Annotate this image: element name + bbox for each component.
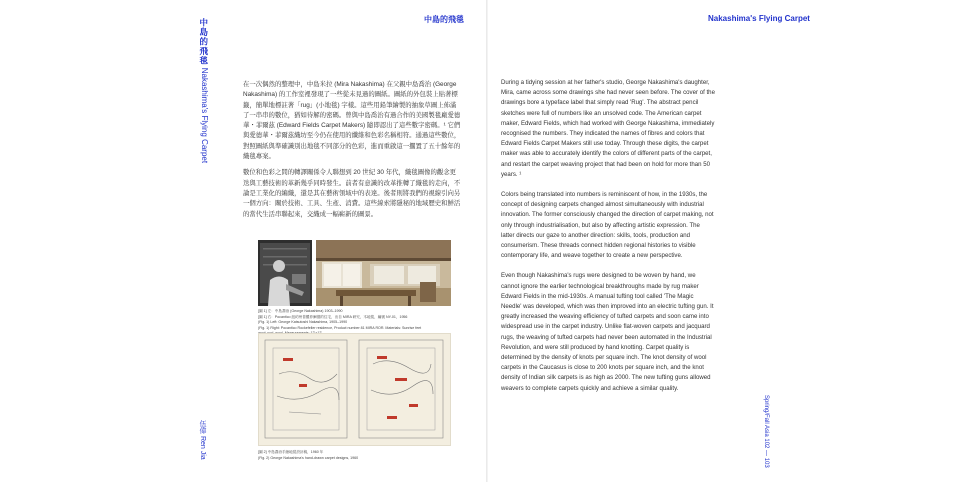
side-title-en: Nakashima's Flying Carpet: [199, 67, 209, 164]
zh-paragraph-1: 在一次偶然的整理中，中島米拉 (Mira Nakashima) 在父親中島喬治 (George Nakashima) 的工作室裡發現了一些從未見過的圖紙。圖紙的外包裝上貼著標籤，簡單地標註著「rug」(小地毯) 字樣。這些用鉛筆繪製的抽象草圖上佈滿了一串串的數位，猶如待解的密碼。曾與中島喬治有過合作的美國製毯廠愛德華・菲爾茲 (Edward Fields Carpet Makers) 隨即認出了這些數字密碼。¹ 它們與愛德華・菲爾茲織坊至今仍在使用的纖維和色彩名稱相符。通過這些數位，對照圖紙與準確識別出地毯不同部分的色彩，進而重啟這一擱置了五十餘年的織毯專案。: [243, 81, 461, 161]
side-title-zh: 中島的飛毯: [198, 18, 209, 66]
figure-1-interior-photo: [316, 240, 451, 306]
left-running-head: 中島的飛毯: [424, 15, 464, 24]
page-gutter: [486, 0, 488, 482]
right-body-text: [501, 78, 715, 404]
figure-1-caption-line: [圖 1] 左：中島喬治 (George Nakashima) 1903–1990: [258, 309, 343, 313]
figure-1-caption-line: [圖 1] 右：Pocantico 紐約州普羅菲爾德的住宅，出自 MIRA 研究，木地毯，編號 NY-01，1956: [258, 314, 408, 319]
figure-1: [258, 240, 451, 306]
author-label: [198, 420, 206, 460]
right-running-head: Nakashima's Flying Carpet: [708, 14, 810, 23]
zh-paragraph-2: 數位和色彩之間的轉譯關係令人聯想到 20 世紀 30 年代，織毯圖像的觀念更迭與工藝技術的革新幾乎同時發生。前者有意識的改革推轉了織毯的走向，不論是工業化的編織，還是其在藝術領域中的表達。後者則將我們的視線引向另一個方向：關於技術、工具、生產、消費。這些線索將隱秘的地域歷史和鮮活的當代生活串聯起來，交織成一幅嶄新的圖景。: [243, 169, 461, 218]
author-zh: 伍偉: [199, 420, 207, 434]
figure-2-caption: [258, 450, 453, 461]
left-body-text: [243, 80, 461, 226]
en-paragraph-2: Colors being translated into numbers is reminiscent of how, in the 1930s, the concept of designing carpets changed almost simultaneously with industrial innovation. The former consciously changed the direction of carpet making, not only through industrialisation, but also by affecting artistic expression. The latter directs our gaze to another direction: skills, tools, production and consumerism. These threads connect hidden regional histories to visible contemporary life, and weave together to create a new perspective.: [501, 191, 714, 260]
en-paragraph-1: During a tidying session at her father's studio, George Nakashima's daughter, Mira, came across some drawings she had never seen before. The cover of the drawings bore a typeface label that simply read 'Rug'. The abstract pencil sketches were full of numbers like an unsolved code. The American carpet maker, Edward Fields, which had worked with George Nakashima, immediately recognised the numbers. They indicated the names of fibres and colors that Edward Fields Carpet Makers still use today. Through these digits, the carpet maker was able to accurately identify the colors of different parts of the carpet, and restart the carpet weaving project that had been on hold for more than 50 years. ¹: [501, 79, 715, 178]
left-side-title: [198, 18, 209, 163]
figure-1-caption-line: (Fig. 1) Right: Pocantico Rockefeller residence, Product number 81 MIRA ROR. Materials: Sunrise feet: [258, 325, 422, 330]
figure-2-carpet-drawing: [258, 333, 451, 446]
figure-2-caption-line: [圖 2] 中島喬治手繪地毯設計稿，1960 年: [258, 450, 324, 454]
author-en: Ren Jia: [199, 435, 207, 460]
en-paragraph-3: Even though Nakashima's rugs were designed to be woven by hand, we cannot ignore the earlier technological breakthroughs made by rug maker Edward Fields in the mid-1930s. A manual tufting tool called 'The Magic Needle' was developed, which was then improved into an electric tufting gun. It greatly increased the weaving efficiency of tufted carpets and soon came into widespread use in the carpet industry. Unlike flat-woven carpets and jacquard rugs, the weaving of tufted carpets had never been automated in the Industrial Revolution, and were still produced by hand knotting. Carpet quality is determined by the density of knots per square inch. The knot density of wool carpets in the Caucasus is close to 200 knots per square inch, and the knot density of Indian silk carpets is as high as 2000. The new tufting guns allowed weavers to complete carpets quickly and achieve a similar quality.: [501, 272, 714, 392]
figure-1-caption-line: (Fig. 1) Left: George Katsutoshi Nakashima, 1905–1990: [258, 320, 348, 325]
figure-1-portrait-photo: [258, 240, 312, 306]
figure-2-caption-line: (Fig. 2) George Nakashima's hand-drawn carpet designs, 1960: [258, 455, 359, 460]
page-folio: Spring/Fall Asia 102 — 103: [763, 395, 769, 468]
